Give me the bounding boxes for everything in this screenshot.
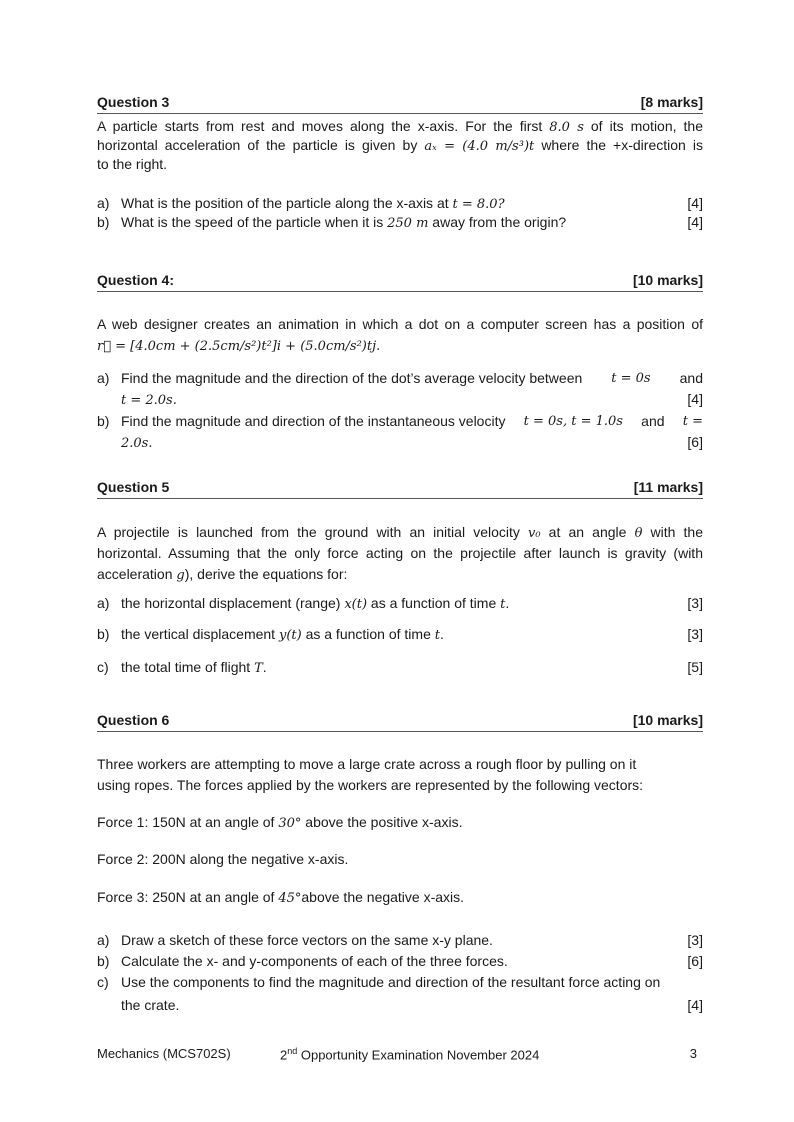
text-segment: above the negative x-axis. [301, 889, 465, 905]
text-segment: What is the position of the particle along the x-axis at [121, 195, 453, 211]
text-segment: A web designer creates an animation in which a dot on a computer screen has a position of [97, 316, 703, 332]
force-3 [97, 888, 703, 907]
text-segment: away from the origin? [428, 214, 567, 230]
text-segment: . [440, 626, 444, 642]
sub-question-a: a) What is the position of the particle along the x-axis at t = 8.0? [4] [97, 195, 703, 212]
question-title: Question 5 [97, 479, 170, 495]
text-segment: acceleration [97, 566, 177, 582]
math-expression: g [176, 568, 185, 583]
question-marks: [10 marks] [632, 272, 703, 288]
question-title: Question 6 [97, 712, 170, 728]
question-marks: [10 marks] [632, 712, 703, 728]
text-segment: and [641, 413, 665, 429]
text-segment: horizontal. Assuming that the only force acting on the projectile after launch is gravity (with [97, 545, 703, 561]
paragraph-line [97, 776, 703, 795]
sub-question-b: b) the vertical displacement y(t) as a function of time t. [3] [97, 626, 703, 643]
sub-marks: [3] [687, 595, 703, 611]
sub-question-a: a) Draw a sketch of these force vectors on the same x-y plane. [3] [97, 931, 703, 952]
text-segment: using ropes. The forces applied by the workers are represented by the following vectors: [97, 777, 644, 793]
text-segment: . [262, 659, 267, 675]
exam-name: 2nd Opportunity Examination November 2024 [280, 1046, 540, 1063]
paragraph-line [97, 117, 703, 136]
force-2 [97, 850, 703, 869]
paragraph-line [97, 336, 703, 355]
math-expression: aₓ = (4.0 m/s³)t [424, 139, 535, 154]
text-segment: Use the components to find the magnitude and direction of the resultant force acting on [121, 974, 661, 990]
question-marks: [8 marks] [640, 94, 703, 110]
question-marks: [11 marks] [633, 479, 703, 495]
math-expression: r⃗ = [4.0cm + (2.5cm/s²)t²]i + (5.0cm/s²)tj. [97, 339, 381, 354]
text-segment: Force 3: 250N at an angle of [97, 889, 279, 905]
sub-question-b: b) Find the magnitude and direction of the instantaneous velocity t = 0s, t = 1.0s and t = [97, 413, 703, 429]
sub-question-b: b) What is the speed of the particle when it is 250 m away from the origin? [4] [97, 214, 703, 231]
question-title: Question 4: [97, 272, 175, 288]
sub-marks: [4] [687, 195, 703, 211]
math-expression: t = [682, 414, 703, 429]
math-expression: v₀ [528, 526, 541, 541]
math-expression: θ [634, 526, 643, 541]
question-heading [97, 272, 703, 292]
paragraph-line [97, 755, 703, 776]
text-segment: and [679, 370, 703, 386]
text-segment: at an angle [540, 524, 635, 540]
sub-marks: [4] [687, 391, 703, 407]
sub-question-a: a) Find the magnitude and the direction of the dot’s average velocity between t = 0s and [97, 370, 703, 386]
sub-marks: [4] [687, 997, 703, 1013]
math-expression: t [500, 597, 506, 612]
question-title: Question 3 [97, 94, 170, 110]
text-segment: the total time of flight [121, 659, 255, 675]
math-expression: x(t) [344, 597, 368, 612]
text-segment: Calculate the x- and y-components of each of the three forces. [121, 953, 508, 969]
force-1 [97, 813, 703, 832]
sub-marks: [3] [687, 626, 703, 642]
question-heading [97, 479, 703, 499]
text-segment: ), derive the equations for: [184, 566, 348, 582]
text-segment: . [505, 595, 510, 611]
sub-marks: [6] [687, 434, 703, 450]
text-segment: Three workers are attempting to move a large crate across a rough floor by pulling on it [97, 756, 637, 772]
text-segment: What is the speed of the particle when it is [121, 214, 388, 230]
text-segment: the crate. [121, 997, 180, 1013]
question-6 [97, 712, 703, 1015]
question-heading [97, 712, 703, 732]
text-segment: to the right. [97, 156, 168, 172]
text-segment: Find the magnitude and the direction of the dot’s average velocity between [121, 370, 583, 386]
text-segment: the vertical displacement [121, 626, 279, 642]
course-name: Mechanics (MCS702S) [97, 1046, 231, 1061]
text-segment: the horizontal displacement (range) [121, 595, 345, 611]
text-segment: as a function of time [367, 595, 501, 611]
text-segment: Find the magnitude and direction of the instantaneous velocity [121, 413, 506, 429]
math-expression: 45° [278, 891, 302, 906]
text-segment: of its motion, the [583, 118, 703, 134]
math-expression: 250 m [387, 216, 429, 231]
math-expression: 30° [278, 816, 302, 831]
sub-marks: [5] [687, 659, 703, 675]
paragraph-line [97, 136, 703, 155]
text-segment: as a function of time [301, 626, 435, 642]
sub-marks: [4] [687, 214, 703, 230]
text-segment: with the [642, 524, 703, 540]
text-segment: Draw a sketch of these force vectors on the same x-y plane. [121, 932, 493, 948]
text-segment: Force 2: 200N along the negative x-axis. [97, 851, 349, 867]
math-expression: t = 8.0? [452, 197, 505, 212]
math-expression: T [254, 661, 263, 676]
math-expression: t = 2.0s. [121, 393, 177, 408]
math-expression: t [434, 628, 440, 643]
paragraph-line [97, 155, 703, 174]
sub-question-c: c) Use the components to find the magnitude and direction of the resultant force acting on [97, 974, 661, 990]
question-3 [97, 94, 703, 232]
math-expression: t = 0s [611, 371, 651, 386]
math-expression: 8.0 s [549, 120, 584, 135]
paragraph-line [97, 565, 703, 584]
page-number: 3 [689, 1046, 697, 1061]
sub-question-c: c) the total time of flight T. [5] [97, 659, 703, 676]
math-expression: 2.0s. [121, 436, 153, 451]
sub-question-a: a) the horizontal displacement (range) x(t) as a function of time t. [3] [97, 595, 703, 612]
paragraph-line [97, 544, 703, 565]
math-expression: t = 0s, t = 1.0s [523, 414, 623, 429]
paragraph-line [97, 315, 703, 334]
math-expression: y(t) [278, 628, 302, 643]
text-segment: horizontal acceleration of the particle is given by [97, 137, 425, 153]
paragraph-line [97, 523, 703, 544]
sub-marks: [6] [687, 953, 703, 969]
text-segment: A projectile is launched from the ground with an initial velocity [97, 524, 528, 540]
question-4 [97, 272, 703, 452]
sub-question-b: b) Calculate the x- and y-components of each of the three forces. [6] [97, 952, 703, 973]
text-segment: where the +x-direction is [534, 137, 703, 153]
text-segment: A particle starts from rest and moves along the x-axis. For the first [97, 118, 550, 134]
sub-marks: [3] [687, 932, 703, 948]
text-segment: Force 1: 150N at an angle of [97, 814, 279, 830]
text-segment: above the positive x-axis. [301, 814, 463, 830]
question-heading [97, 94, 703, 114]
question-5 [97, 479, 703, 677]
